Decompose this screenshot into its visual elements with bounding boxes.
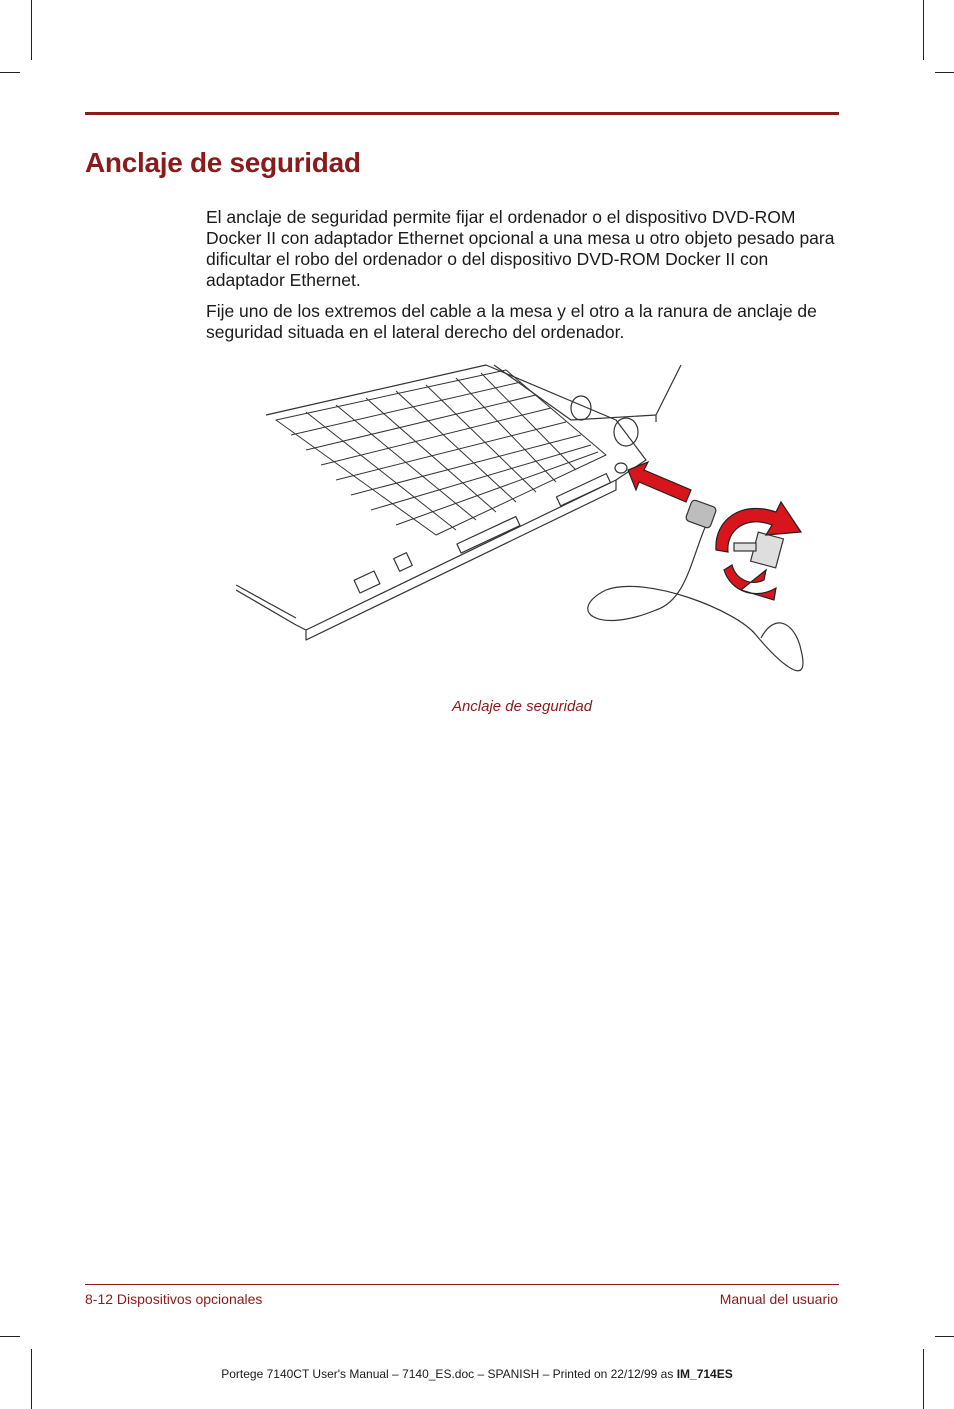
port [556, 474, 610, 506]
laptop-screen [494, 365, 681, 420]
body-text [206, 207, 836, 353]
security-lock-illustration [236, 360, 808, 690]
figure-caption: Anclaje de seguridad [451, 698, 593, 715]
crop-mark [935, 72, 954, 73]
lock-body [685, 499, 717, 529]
header-rule [85, 112, 839, 115]
crop-mark [923, 0, 924, 60]
port [457, 517, 520, 554]
paragraph: El anclaje de seguridad permite fijar el ordenador o el dispositivo DVD-ROM Docker II con adaptador Ethernet opcional a una mesa u otro objeto pesado para dificultar el robo del ordenador o del dispositivo DVD-ROM Docker II con adaptador Ethernet. [206, 207, 835, 290]
footer-manual-title: Manual del usuario [719, 1291, 838, 1307]
crop-mark [0, 72, 20, 73]
paragraph: Fije uno de los extremos del cable a la mesa y el otro a la ranura de anclaje de seguridad situada en el lateral derecho del ordenador. [206, 301, 817, 342]
print-info [0, 1367, 954, 1381]
footer-section: 8-12 Dispositivos opcionales [85, 1291, 263, 1307]
lock-slot [615, 463, 627, 473]
page-title: Anclaje de seguridad [85, 147, 361, 178]
laptop-base [236, 365, 646, 630]
port [354, 571, 380, 593]
insert-arrow [628, 462, 691, 502]
crop-mark [31, 0, 32, 60]
footer-rule [85, 1284, 839, 1285]
crop-mark [935, 1336, 954, 1337]
print-info-text: Portege 7140CT User's Manual – 7140_ES.doc – SPANISH – Printed on 22/12/99 as [221, 1367, 677, 1381]
port [394, 553, 413, 572]
print-code: IM_714ES [676, 1367, 733, 1381]
crop-mark [0, 1336, 20, 1337]
